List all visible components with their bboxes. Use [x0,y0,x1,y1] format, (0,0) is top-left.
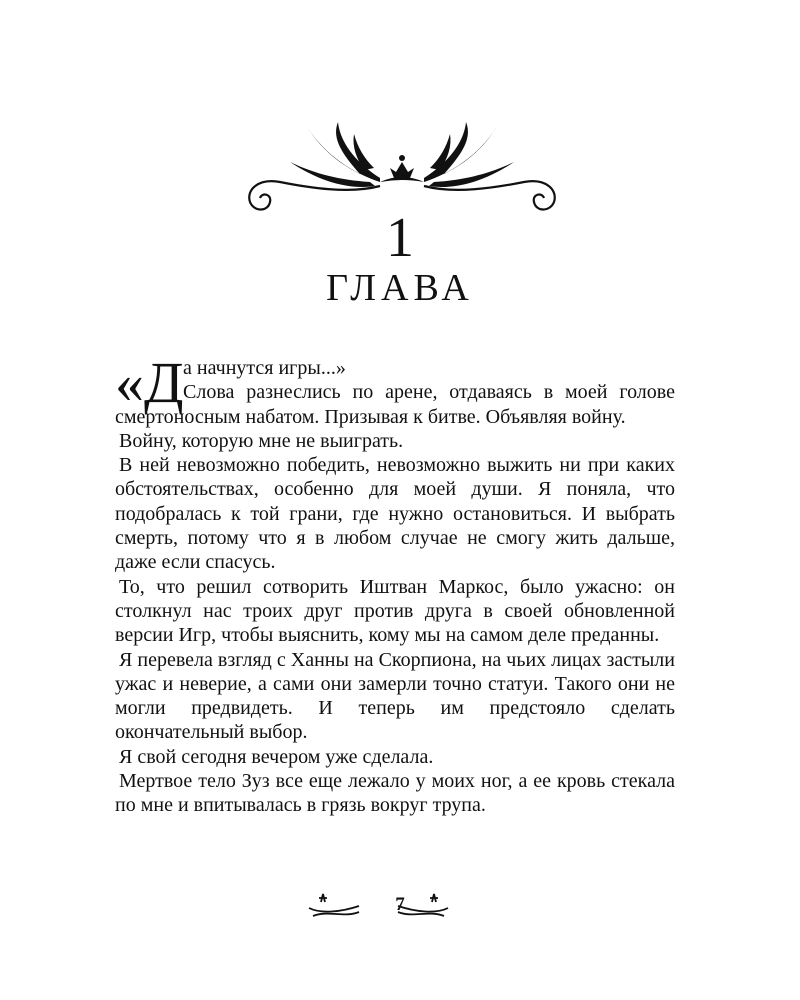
page-footer [0,888,800,928]
body-text [115,350,675,818]
paragraph-6: Я свой сегодня вечером уже сделала. [119,745,434,768]
chapter-title: ГЛАВА [326,267,474,309]
paragraph-7: Мертвое тело Зуз все еще лежало у моих ног, а ее кровь стекала по мне и впитывалась в грязь вокруг трупа. [115,770,675,817]
opening-line-text: а начнутся игры...» [183,357,346,379]
drop-cap: «Д [115,350,184,415]
paragraph-1: Слова разнеслись по арене, отдаваясь в моей голове смертоносным набатом. Призывая к битве. Объявляя войну. [115,381,675,428]
chapter-ornament-icon [240,112,564,222]
paragraph-3: В ней невозможно победить, невозможно выжить ни при каких обстоятельствах, особенно для моей души. Я поняла, что подобралась к той грани, где нужно остановиться. И выбрать смерть, потому что я в любом случае не смогу жить дальше, даже если спасусь. [115,454,675,574]
chapter-number: 1 [386,207,414,269]
footer-ornament-right-icon [396,888,452,920]
paragraph-5: Я перевела взгляд с Ханны на Скорпиона, на чьих лицах застыли ужас и неверие, а сами они замерли точно статуи. Такого они не могли предвидеть. И теперь им предстояло сделать окончательный выбор. [115,648,675,744]
paragraph-2: Войну, которую мне не выиграть. [119,429,404,452]
paragraph-4: То, что решил сотворить Иштван Маркос, было ужасно: он столкнул нас троих друг против друга в своей обновленной версии Игр, чтобы выяснить, кому мы на самом деле преданны. [115,575,675,647]
page-number: 7 [395,894,405,915]
